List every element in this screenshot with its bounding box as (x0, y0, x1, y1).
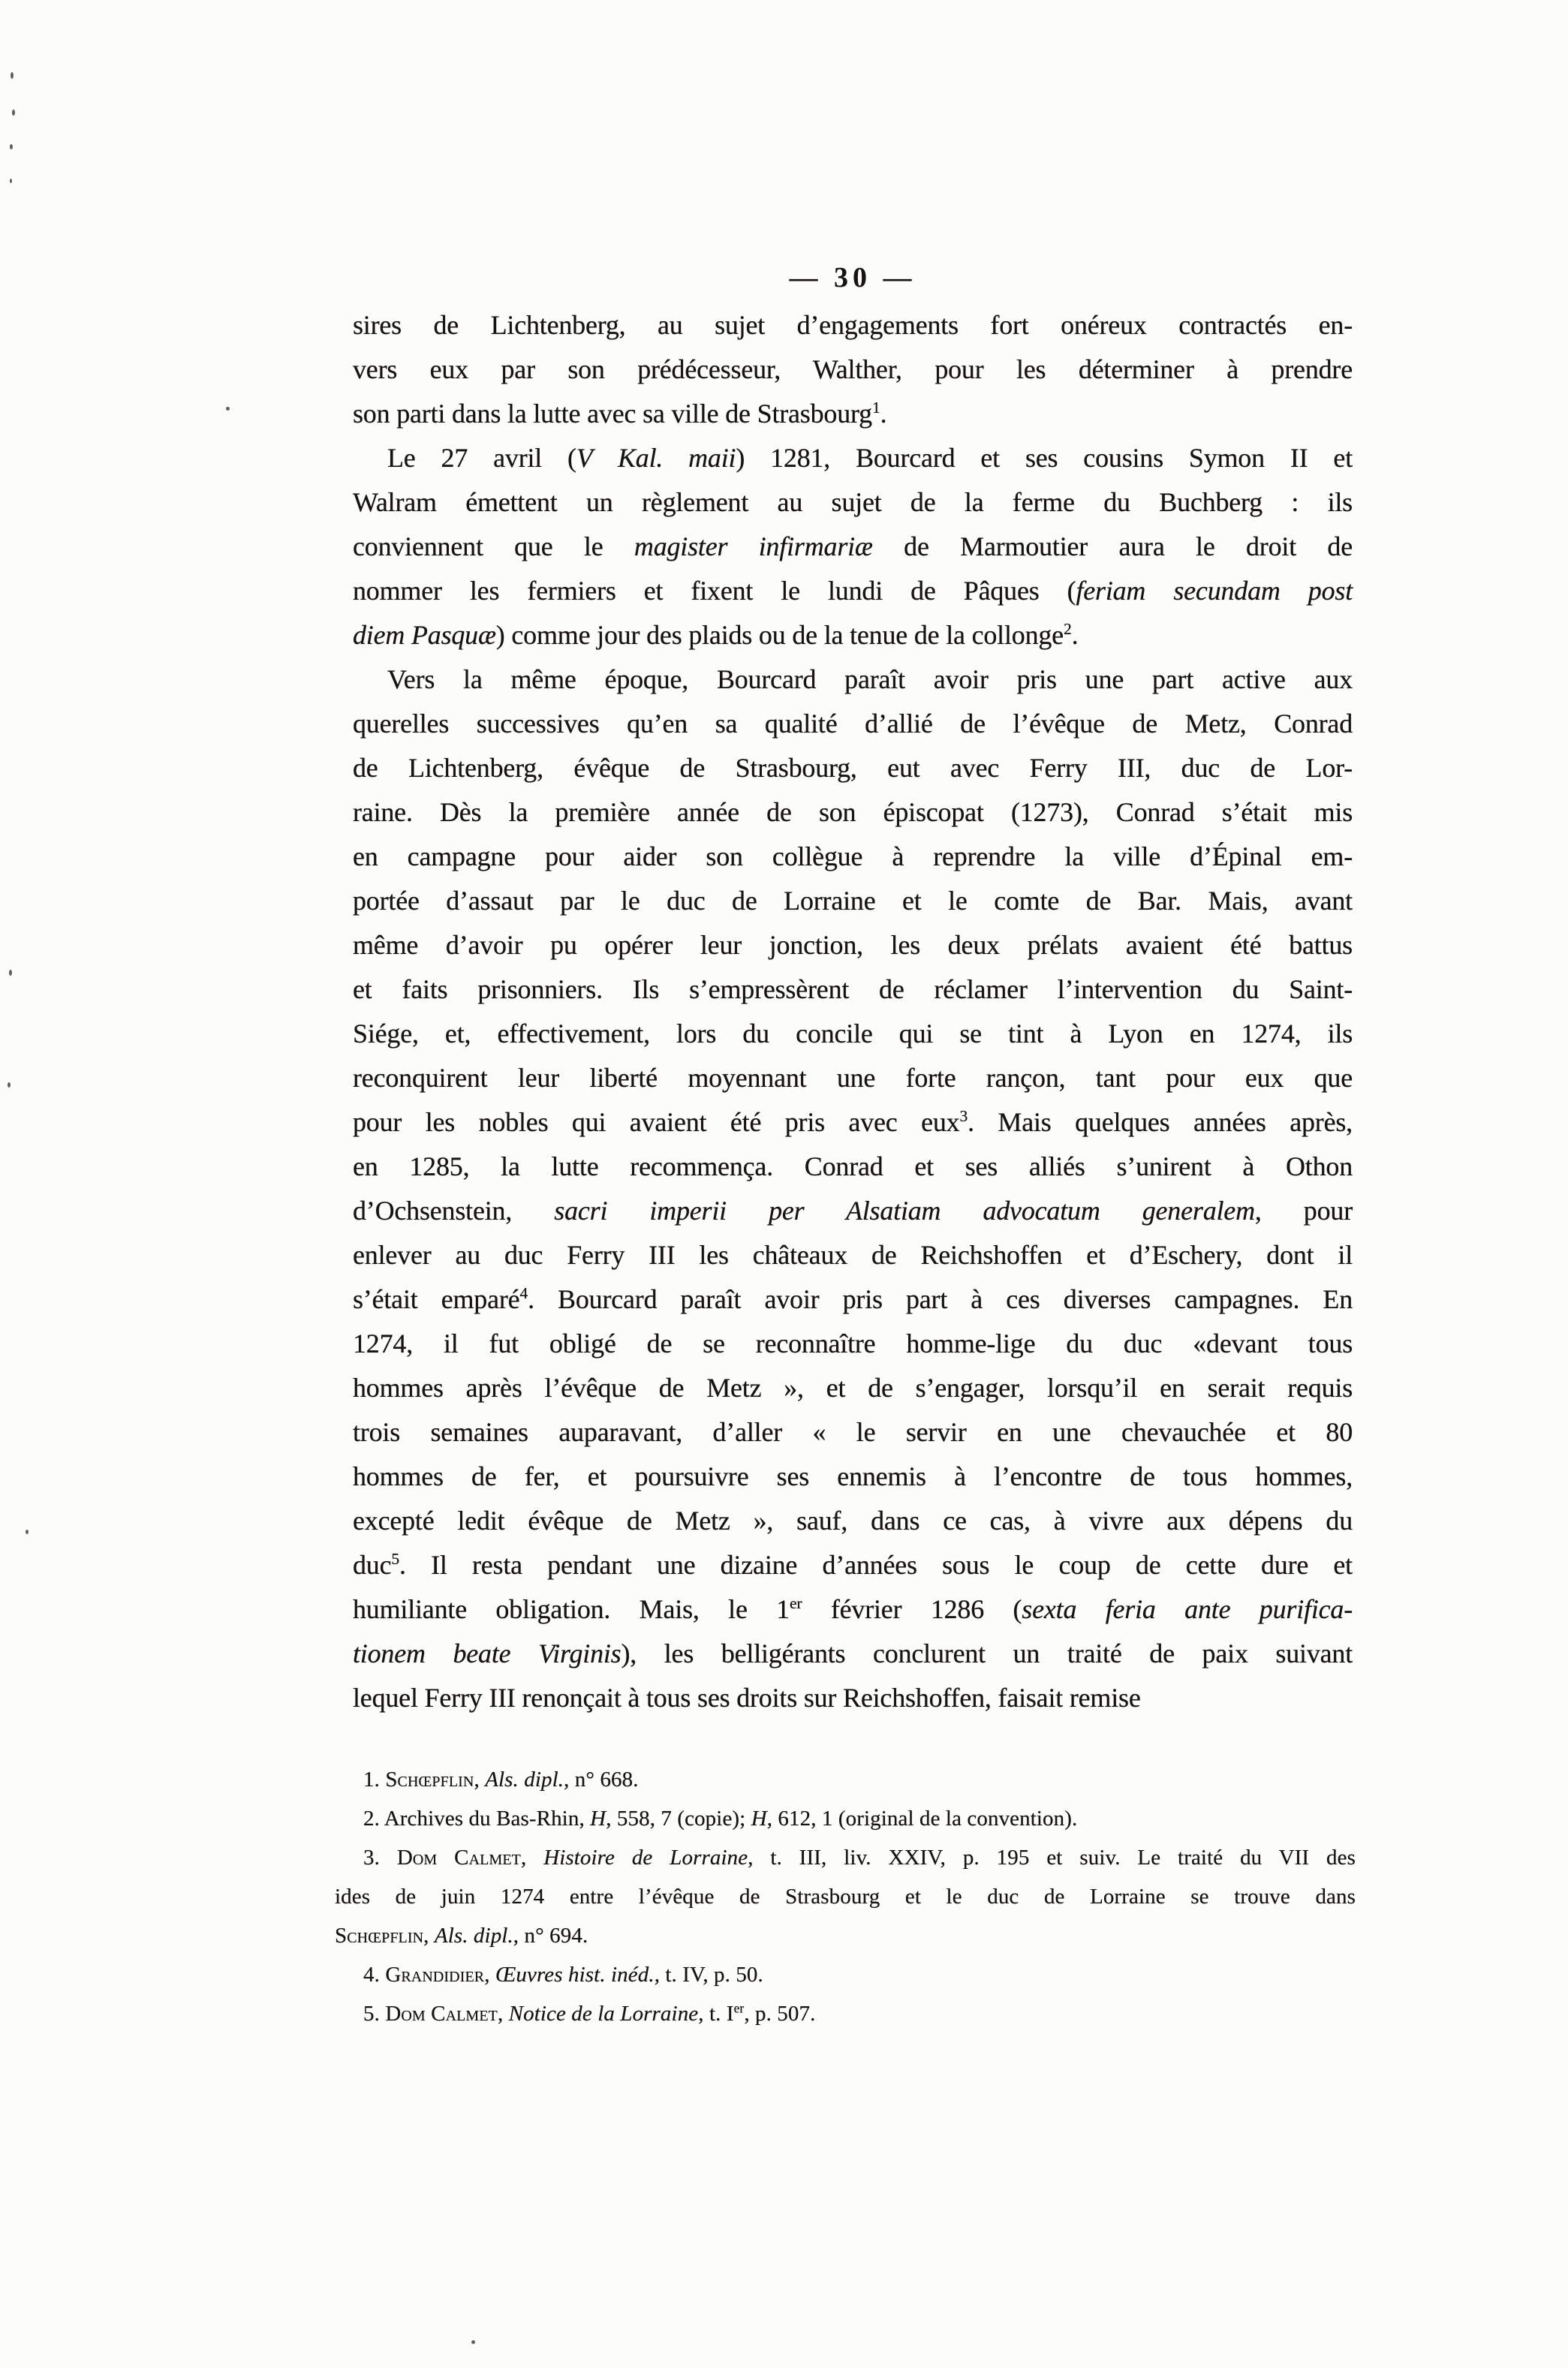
text-line (353, 967, 1353, 1012)
text-line (353, 525, 1353, 569)
text-run: Œuvres hist. inéd. (495, 1963, 655, 1987)
text-run: H (590, 1807, 606, 1831)
text-run: Als. dipl. (485, 1768, 564, 1792)
footnote-marker: 3 (959, 1107, 968, 1125)
text-line (353, 1056, 1353, 1100)
text-run: . (1071, 620, 1079, 650)
text-line (353, 1632, 1353, 1676)
text-line (335, 1838, 1356, 1877)
text-run: 3. (363, 1846, 397, 1870)
footnote-marker: er (789, 1594, 802, 1612)
text-line (335, 1916, 1356, 1955)
text-run: portée d’assaut par le duc de Lorraine et le comte de Bar. Mais, avant (353, 886, 1353, 916)
text-run: sexta feria ante purifica- (1022, 1594, 1353, 1624)
text-run: ) 1281, Bourcard et ses cousins Symon II et (736, 443, 1353, 473)
text-line (353, 657, 1353, 702)
text-run: 2. Archives du Bas-Rhin, (363, 1807, 591, 1831)
text-run: querelles successives qu’en sa qualité d’allié de l’évêque de Metz, Conrad (353, 709, 1353, 739)
text-run: Schœpflin (335, 1924, 424, 1948)
text-run: Dom Calmet (385, 2002, 498, 2026)
text-run: raine. Dès la première année de son épiscopat (1273), Conrad s’était mis (353, 797, 1353, 827)
text-line (353, 1587, 1353, 1632)
text-run: de Marmoutier aura le droit de (872, 531, 1353, 561)
text-line (353, 879, 1353, 923)
text-run: nommer les fermiers et fixent le lundi de Pâques ( (353, 576, 1076, 606)
text-run: . Bourcard paraît avoir pris part à ces diverses campagnes. En (528, 1284, 1353, 1314)
text-line (335, 1955, 1356, 1994)
text-run: Le 27 avril ( (387, 443, 576, 473)
text-run: . Mais quelques années après, (968, 1107, 1353, 1137)
text-line (353, 392, 1353, 436)
text-line (353, 923, 1353, 967)
text-run: . (880, 399, 887, 429)
text-run: vers eux par son prédécesseur, Walther, pour les déterminer à prendre (353, 354, 1353, 384)
text-run: , n° 668. (564, 1768, 639, 1792)
text-run: hommes de fer, et poursuivre ses ennemis à l’encontre de tous hommes, (353, 1461, 1353, 1491)
text-run: , t. I (698, 2002, 734, 2026)
text-run: , (423, 1924, 435, 1948)
text-run: 1. (363, 1768, 386, 1792)
text-run: en 1285, la lutte recommença. Conrad et ses alliés s’unirent à Othon (353, 1151, 1353, 1181)
text-run: Histoire de Lorraine (543, 1846, 748, 1870)
text-run: sires de Lichtenberg, au sujet d’engagements fort onéreux contractés en- (353, 310, 1353, 340)
text-line (353, 1499, 1353, 1543)
text-run: , t. III, liv. XXIV, p. 195 et suiv. Le traité du VII des (748, 1846, 1356, 1870)
scan-speck (9, 970, 12, 976)
text-run: de Lichtenberg, évêque de Strasbourg, eut avec Ferry III, duc de Lor- (353, 753, 1353, 783)
text-line (353, 1322, 1353, 1366)
text-run: Siége, et, effectivement, lors du concile qui se tint à Lyon en 1274, ils (353, 1019, 1353, 1049)
text-line (353, 480, 1353, 525)
text-line (353, 790, 1353, 835)
text-line (353, 1410, 1353, 1455)
text-run: , (520, 1846, 544, 1870)
text-run: Notice de la Lorraine (508, 2002, 699, 2026)
text-line (353, 1543, 1353, 1587)
text-run: reconquirent leur liberté moyennant une forte rançon, tant pour eux que (353, 1063, 1353, 1093)
text-run: 4. (363, 1963, 386, 1987)
text-run: humiliante obligation. Mais, le 1 (353, 1594, 790, 1624)
text-run: tionem beate Virginis (353, 1638, 621, 1668)
scan-speck (8, 1082, 11, 1088)
text-run: ), les belligérants conclurent un traité de paix suivant (621, 1638, 1353, 1668)
footnotes (335, 1760, 1356, 2033)
scan-speck (10, 144, 13, 149)
text-run: diem Pasquæ (353, 620, 496, 650)
text-line (335, 1877, 1356, 1916)
text-line (353, 1145, 1353, 1189)
text-run: , t. IV, p. 50. (654, 1963, 763, 1987)
text-line (353, 1100, 1353, 1145)
text-run: hommes après l’évêque de Metz », et de s’engager, lorsqu’il en serait requis (353, 1373, 1353, 1403)
text-run: . Il resta pendant une dizaine d’années sous le coup de cette dure et (399, 1550, 1353, 1580)
text-run: février 1286 ( (802, 1594, 1022, 1624)
text-run: sacri imperii per Alsatiam advocatum generalem (554, 1196, 1255, 1226)
text-line (335, 1994, 1356, 2033)
body-text (353, 303, 1353, 1720)
scan-speck (10, 179, 12, 183)
text-run: Grandidier (385, 1963, 485, 1987)
text-run: V Kal. maii (576, 443, 736, 473)
footnote-marker: 4 (519, 1284, 528, 1302)
text-run: Schœpflin (385, 1768, 474, 1792)
text-run: 1274, il fut obligé de se reconnaître homme-lige du duc «devant tous (353, 1328, 1353, 1359)
text-line (353, 1012, 1353, 1056)
footnote-marker: er (733, 2000, 745, 2016)
scan-speck (26, 1530, 29, 1534)
scan-speck (12, 110, 15, 116)
text-run: , 558, 7 (copie); (606, 1807, 751, 1831)
text-run: , (474, 1768, 486, 1792)
text-run: , p. 507. (744, 2002, 816, 2026)
text-run: Vers la même époque, Bourcard paraît avoir pris une part active aux (387, 664, 1353, 694)
text-run: , 612, 1 (original de la convention). (766, 1807, 1078, 1831)
text-line (335, 1760, 1356, 1799)
text-run: H (751, 1807, 767, 1831)
text-run: et faits prisonniers. Ils s’empressèrent de réclamer l’intervention du Saint- (353, 974, 1353, 1004)
text-run: 5. (363, 2002, 386, 2026)
text-run: excepté ledit évêque de Metz », sauf, dans ce cas, à vivre aux dépens du (353, 1506, 1353, 1536)
scan-speck (226, 407, 230, 411)
footnote-marker: 1 (871, 399, 880, 417)
text-run: Walram émettent un règlement au sujet de la ferme du Buchberg : ils (353, 487, 1353, 517)
page-number: — 30 — (789, 262, 916, 293)
text-run: duc (353, 1550, 392, 1580)
text-run: enlever au duc Ferry III les châteaux de Reichshoffen et d’Eschery, dont il (353, 1240, 1353, 1270)
text-line (353, 1189, 1353, 1233)
footnote-marker: 5 (391, 1550, 399, 1568)
scan-speck (471, 2340, 475, 2344)
text-run: ) comme jour des plaids ou de la tenue de la collonge (495, 620, 1064, 650)
text-run: , (484, 1963, 495, 1987)
text-run: en campagne pour aider son collègue à reprendre la ville d’Épinal em- (353, 841, 1353, 871)
text-line (353, 436, 1353, 480)
text-line (353, 746, 1353, 790)
text-line (353, 1233, 1353, 1277)
text-run: pour les nobles qui avaient été pris avec eux (353, 1107, 960, 1137)
text-line (353, 303, 1353, 348)
text-run: , n° 694. (513, 1924, 588, 1948)
text-line (335, 1799, 1356, 1838)
text-line (353, 348, 1353, 392)
text-run: Dom Calmet (396, 1846, 521, 1870)
footnote-marker: 2 (1063, 620, 1072, 638)
text-run: s’était emparé (353, 1284, 520, 1314)
text-run: même d’avoir pu opérer leur jonction, les deux prélats avaient été battus (353, 930, 1353, 960)
text-line (353, 1455, 1353, 1499)
text-run: trois semaines auparavant, d’aller « le servir en une chevauchée et 80 (353, 1417, 1353, 1447)
scan-speck (11, 72, 14, 79)
text-run: Als. dipl. (434, 1924, 513, 1948)
text-run: , pour (1254, 1196, 1353, 1226)
text-run: , (497, 2002, 509, 2026)
text-run: son parti dans la lutte avec sa ville de Strasbourg (353, 399, 872, 429)
text-run: magister infirmariæ (634, 531, 873, 561)
text-line (353, 1676, 1353, 1720)
text-line (353, 1277, 1353, 1322)
text-line (353, 835, 1353, 879)
text-line (353, 1366, 1353, 1410)
text-run: d’Ochsenstein, (353, 1196, 555, 1226)
text-line (353, 702, 1353, 746)
text-run: ides de juin 1274 entre l’évêque de Strasbourg et le duc de Lorraine se trouve dans (335, 1885, 1356, 1909)
text-run: conviennent que le (353, 531, 634, 561)
text-line (353, 569, 1353, 613)
text-run: lequel Ferry III renonçait à tous ses droits sur Reichshoffen, faisait remise (353, 1683, 1141, 1713)
text-run: feriam secundam post (1076, 576, 1353, 606)
text-line (353, 613, 1353, 657)
